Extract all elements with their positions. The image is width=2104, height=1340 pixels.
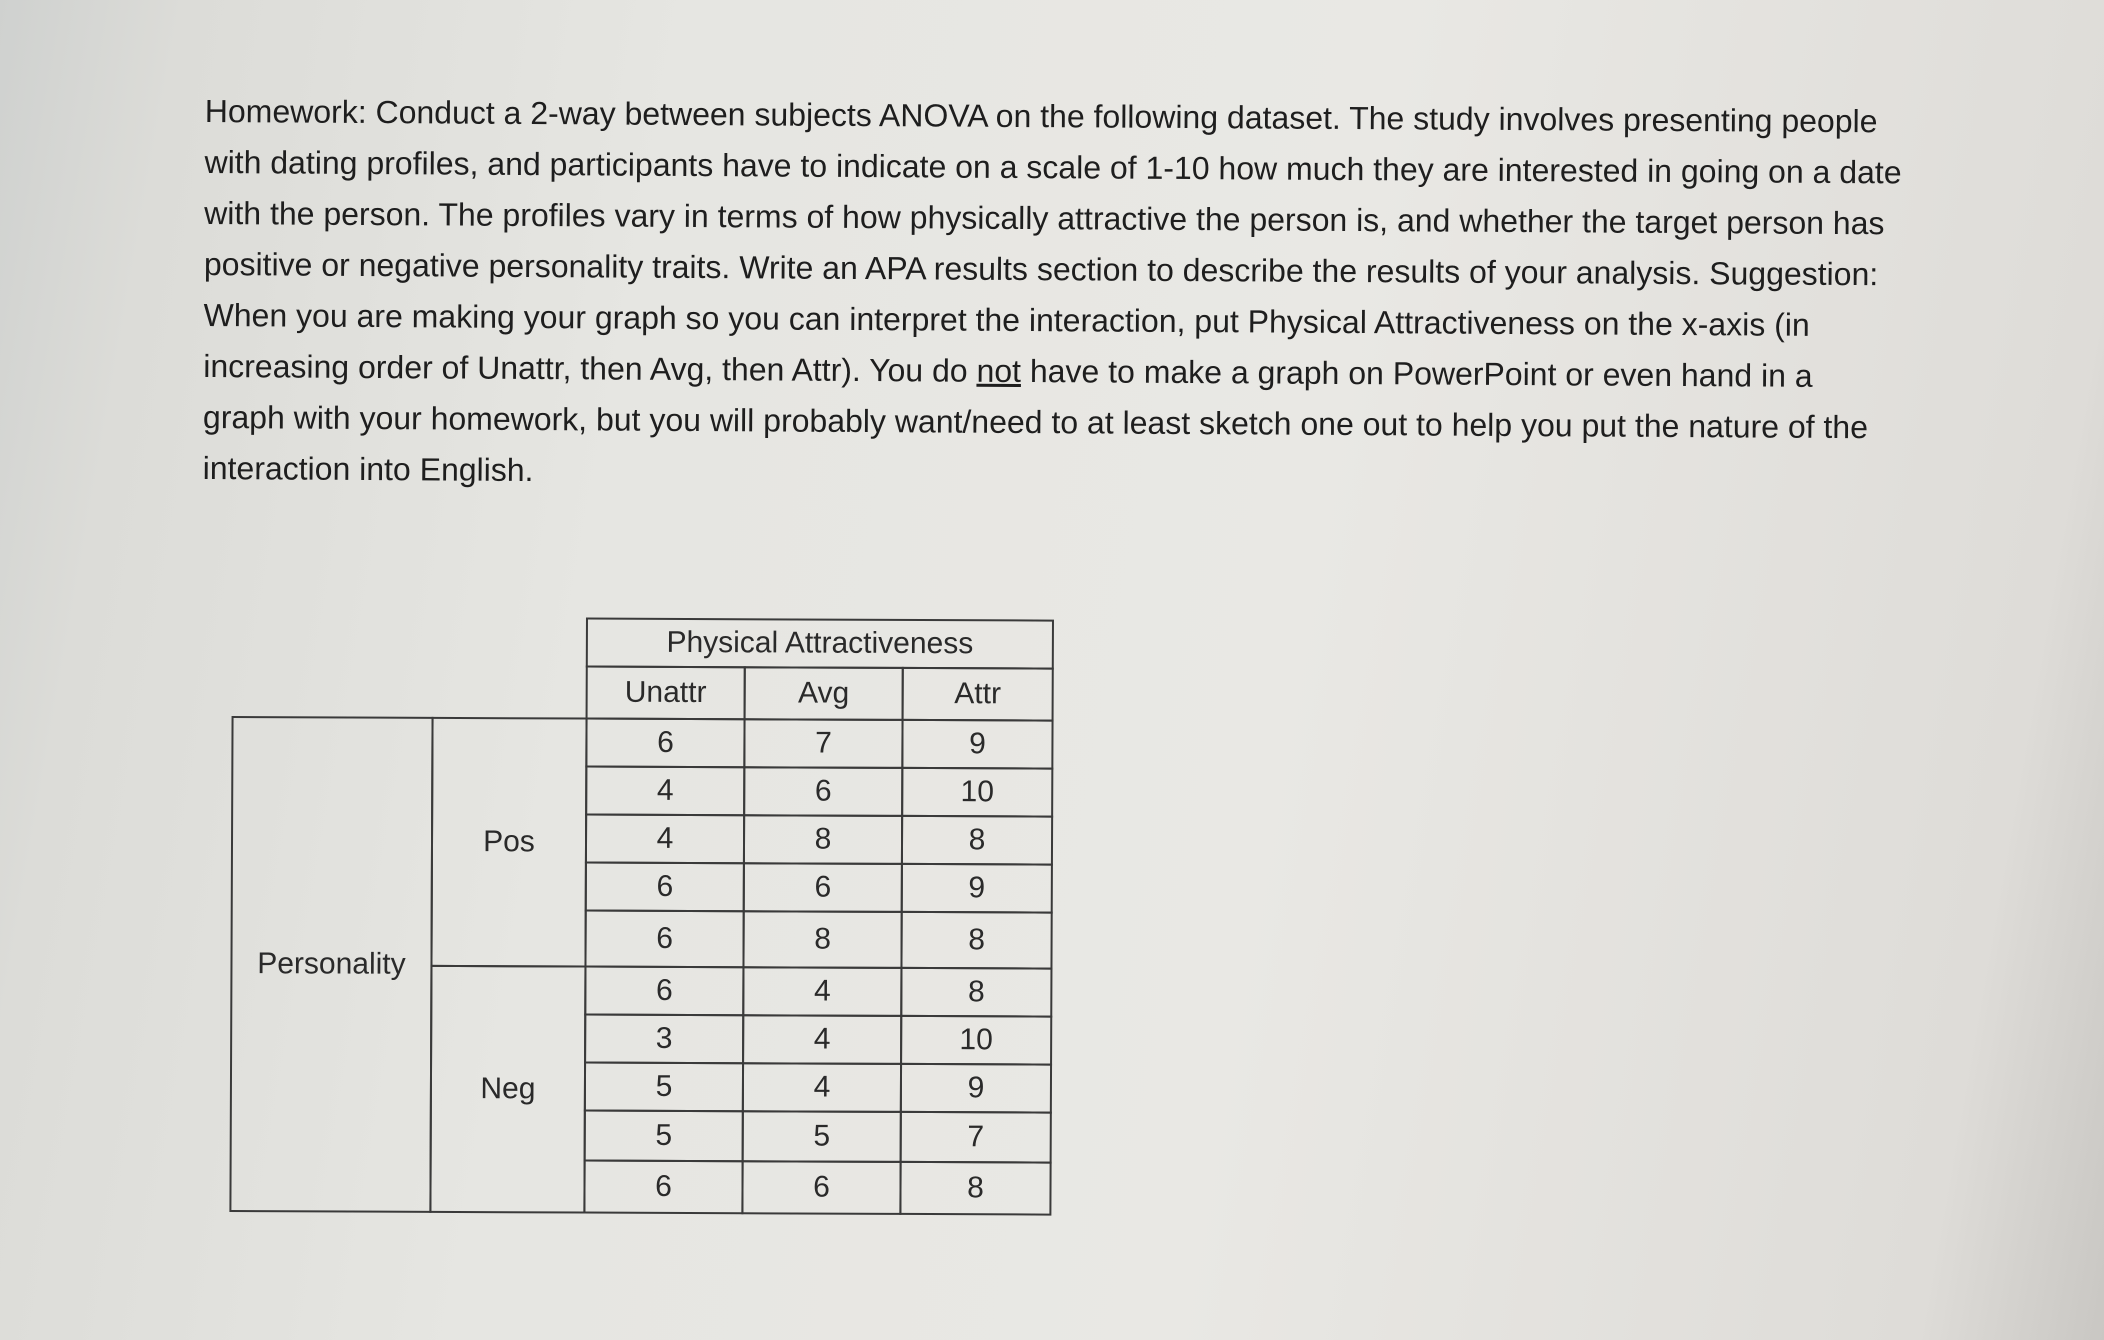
- column-header-unattr: Unattr: [586, 666, 746, 721]
- instruction-line-8: interaction into English.: [202, 449, 534, 489]
- table-cell: 8: [743, 814, 903, 865]
- table-cell: 6: [741, 1160, 901, 1215]
- instruction-line-2: with dating profiles, and participants have to indicate on a scale of 1-10 how much they are interested in going on a date: [204, 143, 1902, 191]
- table-cell: 6: [585, 862, 745, 913]
- table-cell: 4: [742, 966, 902, 1017]
- instruction-line-1: Homework: Conduct a 2-way between subjects ANOVA on the following dataset. The study involves presenting people: [204, 92, 1878, 140]
- table-cell: 8: [900, 911, 1052, 970]
- factor-header-physical-attractiveness: Physical Attractiveness: [586, 618, 1054, 670]
- emphasis-not: not: [976, 352, 1022, 389]
- table-cell: 4: [585, 766, 745, 817]
- table-cell: 4: [742, 1062, 902, 1113]
- table-cell: 6: [743, 766, 903, 817]
- table-cell: 7: [900, 1111, 1052, 1164]
- table-cell: 8: [899, 1161, 1051, 1216]
- instruction-line-6-start: increasing order of Unattr, then Avg, then Attr). You do: [203, 347, 977, 389]
- table-cell: 10: [900, 1015, 1052, 1066]
- table-cell: 9: [901, 863, 1053, 914]
- table-cell: 8: [900, 967, 1052, 1018]
- table-cell: 9: [900, 1063, 1052, 1114]
- table-cell: 3: [584, 1014, 744, 1065]
- table-cell: 6: [743, 862, 903, 913]
- group-label-pos: Pos: [430, 717, 587, 968]
- instruction-line-7: graph with your homework, but you will probably want/need to at least sketch one out to help you put the nature of the: [202, 398, 1869, 446]
- table-cell: 8: [742, 910, 902, 969]
- table-cell: 10: [901, 767, 1053, 818]
- column-header-avg: Avg: [744, 666, 904, 721]
- table-cell: 9: [901, 719, 1053, 770]
- instruction-line-5: When you are making your graph so you can interpret the interaction, put Physical Attractiveness on the x-axis (in: [203, 296, 1810, 343]
- table-cell: 5: [584, 1062, 744, 1113]
- table-cell: 6: [585, 718, 745, 769]
- table-cell: 8: [901, 815, 1053, 866]
- factor-header-personality: Personality: [229, 716, 433, 1213]
- table-cell: 6: [583, 1160, 743, 1215]
- table-cell: 5: [742, 1110, 902, 1163]
- table-cell: 5: [584, 1110, 744, 1163]
- table-cell: 6: [584, 910, 744, 969]
- instruction-line-6-end: have to make a graph on PowerPoint or even hand in a: [1020, 352, 1813, 394]
- table-cell: 7: [743, 718, 903, 769]
- table-cell: 4: [585, 814, 745, 865]
- homework-instructions: [203, 86, 1995, 505]
- table-cell: 6: [584, 966, 744, 1017]
- instruction-line-3: with the person. The profiles vary in terms of how physically attractive the person is, and whether the target person has: [204, 194, 1885, 242]
- column-header-attr: Attr: [902, 667, 1054, 722]
- table-cell: 4: [742, 1014, 902, 1065]
- instruction-line-4: positive or negative personality traits. Write an APA results section to describe the results of your analysis. Suggestion:: [203, 245, 1879, 293]
- group-label-neg: Neg: [429, 965, 586, 1214]
- dataset-table: [229, 616, 1054, 1216]
